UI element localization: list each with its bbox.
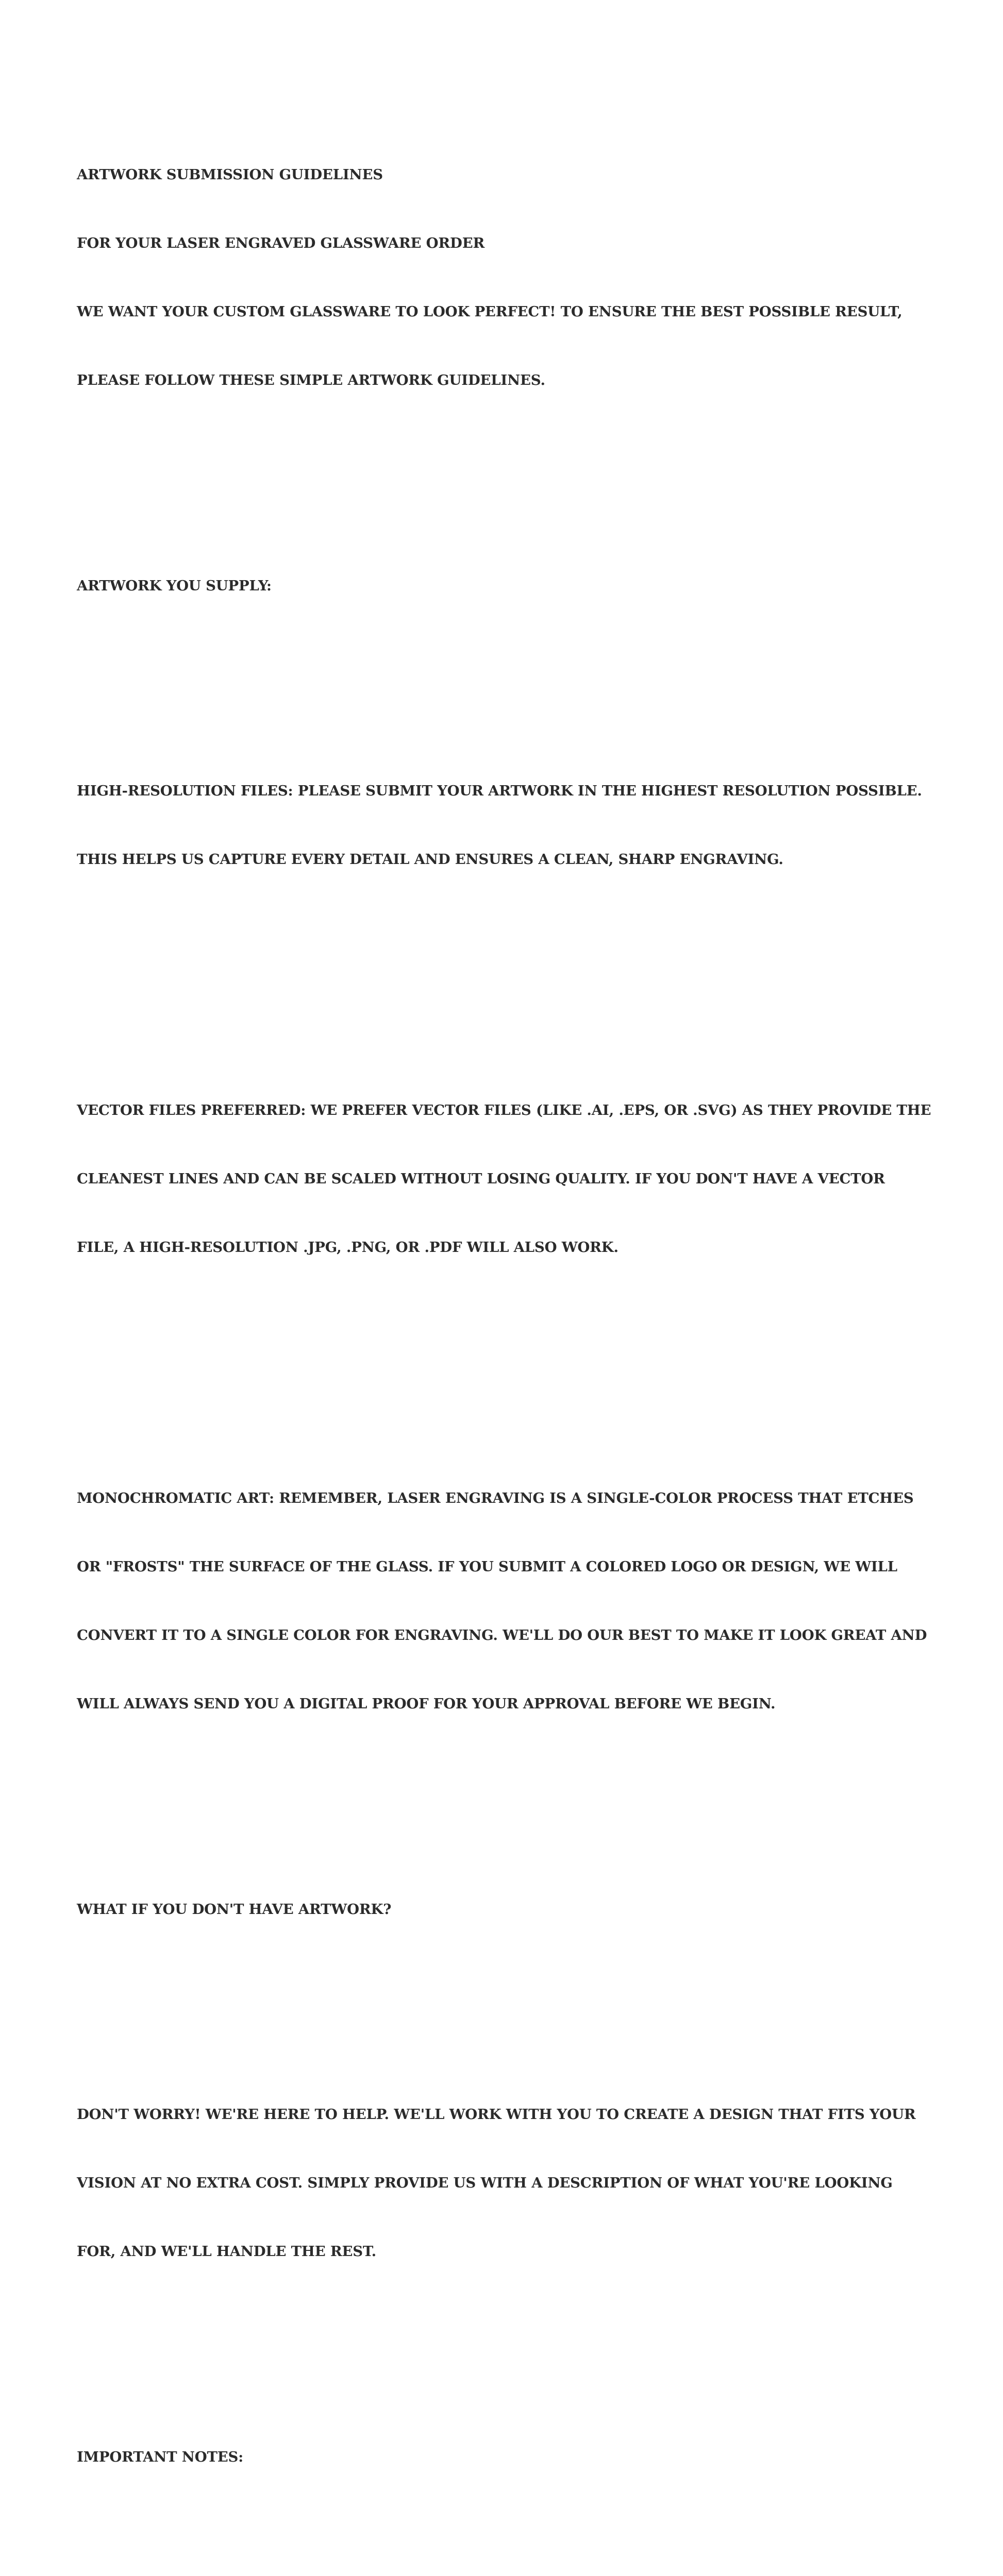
paragraph-gap: [77, 483, 943, 505]
document-subtitle: FOR YOUR LASER ENGRAVED GLASSWARE ORDER: [77, 235, 485, 252]
intro-line: WE WANT YOUR CUSTOM GLASSWARE TO LOOK PERFECT! TO ENSURE THE BEST POSSIBLE RESULT,: [77, 303, 902, 320]
paragraph-line: OR "FROSTS" THE SURFACE OF THE GLASS. IF YOU SUBMIT A COLORED LOGO OR DESIGN, WE WILL: [77, 1558, 897, 1575]
paragraph-line: VISION AT NO EXTRA COST. SIMPLY PROVIDE US WITH A DESCRIPTION OF WHAT YOU'RE LOOKING: [77, 2175, 893, 2192]
paragraph-monochromatic: [77, 1442, 943, 1761]
paragraph-line: WILL ALWAYS SEND YOU A DIGITAL PROOF FOR YOUR APPROVAL BEFORE WE BEGIN.: [77, 1696, 776, 1713]
paragraph-line: FOR, AND WE'LL HANDLE THE REST.: [77, 2243, 377, 2260]
paragraph-gap: [77, 1967, 943, 1989]
paragraph-line: THIS HELPS US CAPTURE EVERY DETAIL AND ENSURES A CLEAN, SHARP ENGRAVING.: [77, 851, 783, 868]
paragraph-gap: [77, 1807, 943, 1829]
paragraph-line: HIGH-RESOLUTION FILES: PLEASE SUBMIT YOUR ARTWORK IN THE HIGHEST RESOLUTION POSSIBLE.: [77, 783, 922, 800]
section-heading-notes: IMPORTANT NOTES:: [77, 2448, 244, 2465]
section-heading-no-artwork: WHAT IF YOU DON'T HAVE ARTWORK?: [77, 1901, 392, 1918]
paragraph-line: MONOCHROMATIC ART: REMEMBER, LASER ENGRAVING IS A SINGLE-COLOR PROCESS THAT ETCHES: [77, 1490, 914, 1507]
paragraph-gap: [77, 1350, 943, 1373]
paragraph-line: CLEANEST LINES AND CAN BE SCALED WITHOUT LOSING QUALITY. IF YOU DON'T HAVE A VECTOR: [77, 1171, 885, 1188]
document-title: ARTWORK SUBMISSION GUIDELINES: [77, 166, 383, 183]
paragraph-line: CONVERT IT TO A SINGLE COLOR FOR ENGRAVING. WE'LL DO OUR BEST TO MAKE IT LOOK GREAT AND: [77, 1627, 927, 1644]
paragraph-line: DON'T WORRY! WE'RE HERE TO HELP. WE'LL WORK WITH YOU TO CREATE A DESIGN THAT FITS YOUR: [77, 2106, 916, 2123]
guidelines-document: [77, 72, 943, 2576]
paragraph-gap: [77, 2354, 943, 2377]
section-heading-supply: ARTWORK YOU SUPPLY:: [77, 577, 272, 594]
paragraph-line: FILE, A HIGH-RESOLUTION .JPG, .PNG, OR .PDF WILL ALSO WORK.: [77, 1239, 618, 1256]
paragraph-no-artwork: [77, 2058, 943, 2309]
intro-line: PLEASE FOLLOW THESE SIMPLE ARTWORK GUIDELINES.: [77, 371, 545, 388]
paragraph-high-resolution: [77, 734, 943, 917]
paragraph-gap: [77, 962, 943, 985]
paragraph-vector-files: [77, 1054, 943, 1304]
paragraph-gap: [77, 642, 943, 665]
document-header: [77, 118, 943, 437]
paragraph-gap: [77, 2514, 943, 2537]
paragraph-line: VECTOR FILES PREFERRED: WE PREFER VECTOR FILES (LIKE .AI, .EPS, OR .SVG) AS THEY PROVIDE THE: [77, 1102, 931, 1119]
